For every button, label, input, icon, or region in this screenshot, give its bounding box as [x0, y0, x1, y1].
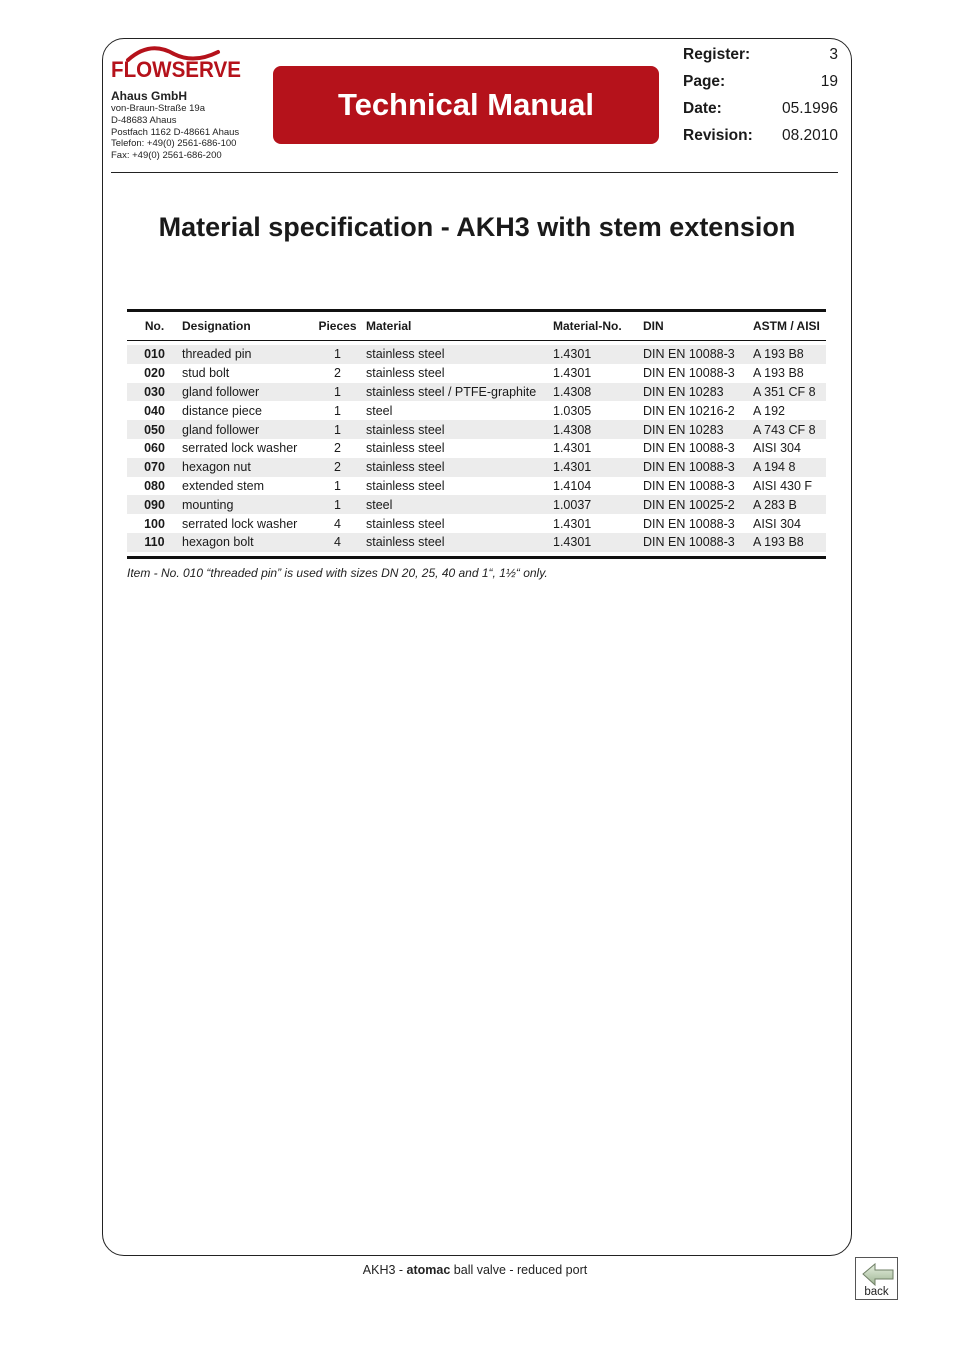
cell-no: 010 [144, 347, 165, 362]
cell-astm: A 283 B [753, 497, 797, 512]
address-line: Postfach 1162 D-48661 Ahaus [111, 126, 240, 138]
table-row [127, 383, 826, 402]
cell-designation: serrated lock washer [182, 441, 298, 456]
cell-din: DIN EN 10088-3 [643, 535, 735, 550]
document-meta [683, 44, 838, 152]
cell-din: DIN EN 10025-2 [643, 497, 735, 512]
cell-astm: A 351 CF 8 [753, 384, 816, 399]
cell-material: stainless steel [366, 347, 445, 362]
cell-designation: distance piece [182, 403, 262, 418]
address-line: Fax: +49(0) 2561-686-200 [111, 150, 222, 162]
cell-designation: gland follower [182, 384, 260, 399]
table-note: Item - No. 010 “threaded pin” is used with sizes DN 20, 25, 40 and 1“, 1½“ only. [127, 566, 548, 580]
cell-material-no: 1.4301 [553, 366, 592, 381]
table-row [127, 439, 826, 458]
cell-no: 110 [144, 535, 165, 550]
cell-designation: hexagon bolt [182, 535, 254, 550]
address-line: Telefon: +49(0) 2561-686-100 [111, 138, 237, 150]
back-label: back [864, 1286, 889, 1298]
address-line: D-48683 Ahaus [111, 114, 177, 126]
cell-material-no: 1.4301 [553, 460, 592, 475]
cell-astm: AISI 430 F [753, 478, 813, 493]
company-name: Ahaus GmbH [111, 89, 188, 103]
page-title: Material specification - AKH3 with stem extension [158, 212, 796, 242]
cell-astm: A 743 CF 8 [753, 422, 816, 437]
cell-astm: AISI 304 [753, 441, 801, 456]
address-line: von-Braun-Straße 19a [111, 103, 205, 114]
table-body [127, 341, 826, 552]
table-row [127, 514, 826, 533]
header-din: DIN [643, 319, 664, 333]
meta-revision: Revision: 08.2010 [683, 127, 838, 144]
cell-din: DIN EN 10216-2 [643, 403, 735, 418]
cell-material-no: 1.4301 [553, 441, 592, 456]
cell-astm: A 193 B8 [753, 347, 804, 362]
cell-material: stainless steel [366, 366, 445, 381]
header-designation: Designation [182, 319, 251, 333]
table-row [127, 345, 826, 364]
cell-material: stainless steel [366, 478, 445, 493]
cell-material: stainless steel / PTFE-graphite [366, 384, 537, 399]
header-material-no: Material-No. [553, 319, 622, 333]
cell-astm: AISI 304 [753, 516, 801, 531]
flowserve-logo [110, 44, 245, 88]
material-table [127, 309, 826, 559]
table-row [127, 420, 826, 439]
cell-pieces: 1 [334, 347, 341, 362]
cell-pieces: 4 [334, 535, 341, 550]
meta-date: Date: 05.1996 [683, 100, 838, 117]
cell-no: 080 [144, 478, 165, 493]
cell-material: steel [366, 403, 393, 418]
table-row [127, 495, 826, 514]
table-header [127, 312, 826, 341]
header-astm: ASTM / AISI [753, 319, 820, 333]
cell-material: stainless steel [366, 460, 445, 475]
table-row [127, 364, 826, 383]
cell-material-no: 1.4301 [553, 516, 592, 531]
cell-no: 060 [144, 441, 165, 456]
cell-din: DIN EN 10088-3 [643, 478, 735, 493]
cell-no: 030 [144, 384, 165, 399]
cell-designation: extended stem [182, 478, 264, 493]
cell-material-no: 1.0305 [553, 403, 592, 418]
cell-pieces: 1 [334, 478, 341, 493]
back-button[interactable] [855, 1257, 898, 1300]
cell-no: 100 [144, 516, 165, 531]
cell-din: DIN EN 10088-3 [643, 460, 735, 475]
table-row [127, 458, 826, 477]
cell-material-no: 1.0037 [553, 497, 592, 512]
cell-pieces: 1 [334, 497, 341, 512]
cell-astm: A 192 [753, 403, 785, 418]
cell-pieces: 2 [334, 460, 341, 475]
cell-no: 020 [144, 366, 165, 381]
cell-din: DIN EN 10283 [643, 422, 724, 437]
header-material: Material [366, 319, 412, 333]
cell-no: 040 [144, 403, 165, 418]
header-divider [111, 172, 838, 173]
cell-designation: mounting [182, 497, 234, 512]
page-footer: AKH3 - atomac ball valve - reduced port [362, 1263, 588, 1277]
header-pieces: Pieces [318, 319, 357, 333]
cell-din: DIN EN 10088-3 [643, 347, 735, 362]
meta-page: Page: 19 [683, 73, 838, 90]
logo-text: FLOWSERVE [111, 57, 241, 82]
cell-material-no: 1.4104 [553, 478, 592, 493]
cell-astm: A 193 B8 [753, 366, 804, 381]
cell-material: stainless steel [366, 441, 445, 456]
cell-din: DIN EN 10088-3 [643, 366, 735, 381]
cell-material-no: 1.4308 [553, 384, 592, 399]
table-row [127, 477, 826, 496]
cell-material-no: 1.4308 [553, 422, 592, 437]
banner-title: Technical Manual [337, 87, 595, 122]
cell-material-no: 1.4301 [553, 347, 592, 362]
cell-pieces: 4 [334, 516, 341, 531]
cell-designation: serrated lock washer [182, 516, 298, 531]
cell-din: DIN EN 10283 [643, 384, 724, 399]
cell-pieces: 1 [334, 403, 341, 418]
cell-material-no: 1.4301 [553, 535, 592, 550]
cell-pieces: 1 [334, 422, 341, 437]
cell-pieces: 2 [334, 441, 341, 456]
cell-pieces: 1 [334, 384, 341, 399]
document-banner [273, 66, 659, 144]
cell-designation: stud bolt [182, 366, 230, 381]
cell-no: 090 [144, 497, 165, 512]
cell-din: DIN EN 10088-3 [643, 516, 735, 531]
table-bottom-rule [127, 556, 826, 559]
cell-astm: A 194 8 [753, 460, 796, 475]
cell-material: stainless steel [366, 422, 445, 437]
cell-designation: hexagon nut [182, 460, 251, 475]
cell-designation: threaded pin [182, 347, 252, 362]
table-row [127, 533, 826, 552]
cell-pieces: 2 [334, 366, 341, 381]
header-no: No. [144, 319, 165, 333]
cell-no: 050 [144, 422, 165, 437]
table-row [127, 401, 826, 420]
cell-material: steel [366, 497, 393, 512]
company-address [111, 90, 239, 162]
cell-designation: gland follower [182, 422, 260, 437]
cell-material: stainless steel [366, 516, 445, 531]
meta-register: Register: 3 [683, 46, 838, 63]
cell-material: stainless steel [366, 535, 445, 550]
cell-astm: A 193 B8 [753, 535, 804, 550]
cell-no: 070 [144, 460, 165, 475]
cell-din: DIN EN 10088-3 [643, 441, 735, 456]
